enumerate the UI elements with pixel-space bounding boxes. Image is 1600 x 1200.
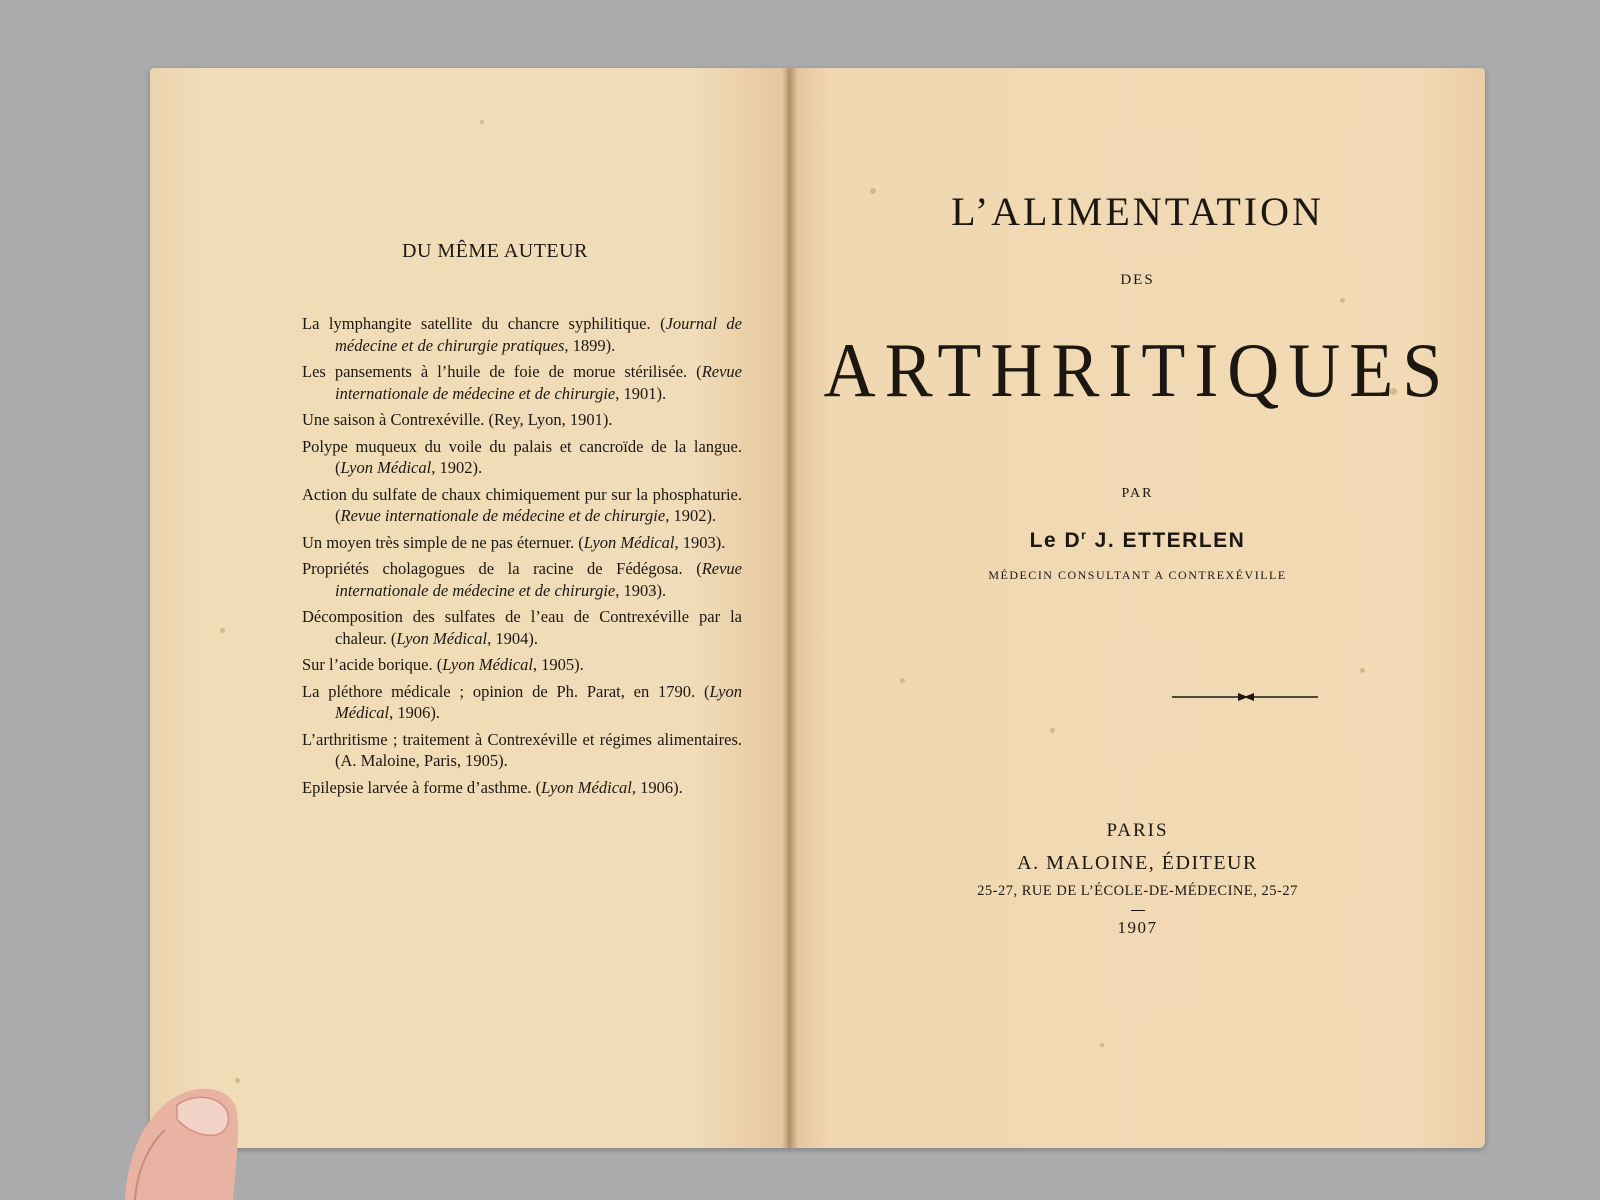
work-item: Décomposition des sulfates de l’eau de Contrexéville par la chaleur. (Lyon Médical, 1904). xyxy=(302,607,742,648)
work-item: Sur l’acide borique. (Lyon Médical, 1905). xyxy=(302,655,584,674)
work-item: Une saison à Contrexéville. (Rey, Lyon, 1901). xyxy=(302,410,613,429)
publisher-address: 25-27, RUE DE L’ÉCOLE-DE-MÉDECINE, 25-27 xyxy=(977,883,1298,899)
work-item: Propriétés cholagogues de la racine de Fédégosa. (Revue internationale de médecine et de chirurgie, 1903). xyxy=(302,559,742,600)
publisher-city: PARIS xyxy=(1106,820,1169,841)
by-label: PAR xyxy=(1121,486,1154,501)
work-item: La pléthore médicale ; opinion de Ph. Parat, en 1790. (Lyon Médical, 1906). xyxy=(302,681,742,722)
work-item: Les pansements à l’huile de foie de morue stérilisée. (Revue internationale de médecine et de chirurgie, 1901). xyxy=(302,362,742,403)
work-item: La lymphangite satellite du chancre syphilitique. (Journal de médecine et de chirurgie pratiques, 1899). xyxy=(302,314,742,355)
title-line-3: ARTHRITIQUES xyxy=(823,327,1452,414)
work-item: L’arthritisme ; traitement à Contrexéville et régimes alimentaires. (A. Maloine, Paris, 1905). xyxy=(302,729,742,770)
ornament-rule-icon xyxy=(1172,691,1318,703)
work-item: Un moyen très simple de ne pas éternuer. (Lyon Médical, 1903). xyxy=(302,532,726,552)
author-role: MÉDECIN CONSULTANT A CONTREXÉVILLE xyxy=(988,568,1287,582)
thumb-icon xyxy=(115,1075,255,1200)
work-item: Polype muqueux du voile du palais et cancroïde de la langue. (Lyon Médical, 1902). xyxy=(302,436,742,477)
author-name: Le $D^r$ J. ETTERLEN xyxy=(1029,528,1246,552)
other-works-heading: DU MÊME AUTEUR xyxy=(402,240,588,262)
open-book xyxy=(150,68,1485,1148)
title-line-1: L’ALIMENTATION xyxy=(951,189,1324,234)
year-divider xyxy=(790,910,1485,911)
title-line-2: DES xyxy=(1120,272,1155,288)
other-works-list xyxy=(302,313,742,803)
publisher-name: A. MALOINE, ÉDITEUR xyxy=(1017,852,1258,874)
publication-year: 1907 xyxy=(1117,918,1158,937)
work-item: Action du sulfate de chaux chimiquement pur sur la phosphaturie. (Revue internationale de médecine et de chirurgie, 1902). xyxy=(302,484,742,525)
work-item: Epilepsie larvée à forme d’asthme. (Lyon Médical, 1906). xyxy=(302,777,683,797)
